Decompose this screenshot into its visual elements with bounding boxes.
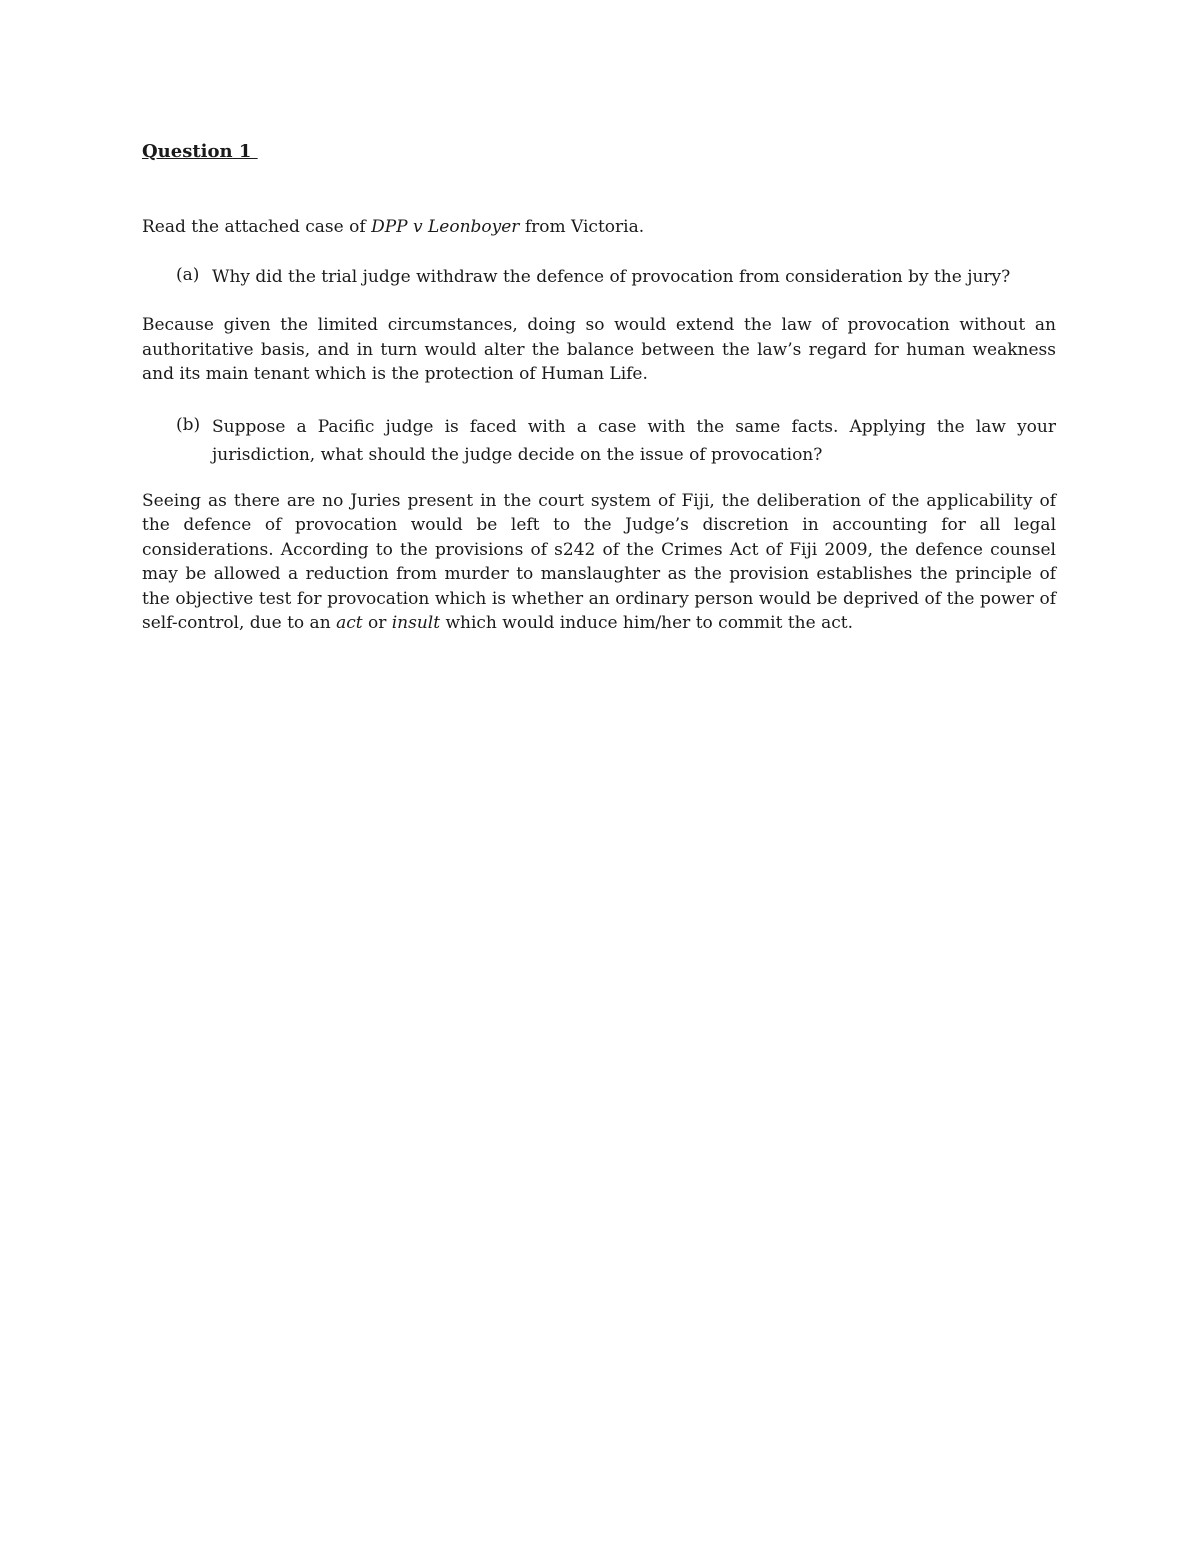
question-heading: Question 1 bbox=[142, 141, 258, 162]
question-a bbox=[176, 263, 1056, 291]
document-page bbox=[142, 140, 1056, 636]
intro-text-before: Read the attached case of bbox=[142, 216, 372, 237]
question-a-text: Why did the trial judge withdraw the defence of provocation from consideration by the jury? bbox=[212, 267, 1011, 287]
answer-b-ending: which would induce him/her to commit the act. bbox=[440, 613, 853, 633]
question-b bbox=[176, 413, 1056, 469]
answer-b-text: Seeing as there are no Juries present in the court system of Fiji, the deliberation of the applicability of the defence of provocation would be left to the Judge’s discretion in accounting for all legal considerations. According to the provisions of s242 of the Crimes Act of Fiji 2009, the defence counsel may be allowed a reduction from murder to manslaughter as the provision establishes the principle of the objective test for provocation which is whether an ordinary person would be deprived of the power of self-control, due to an bbox=[142, 490, 1056, 633]
question-a-marker: (a) bbox=[176, 265, 200, 285]
answer-b-emphasis-insult: insult bbox=[391, 613, 441, 633]
question-b-marker: (b) bbox=[176, 414, 201, 435]
intro-text-after: from Victoria. bbox=[519, 216, 645, 237]
case-name: DPP v Leonboyer bbox=[371, 216, 520, 237]
answer-b-conjunction: or bbox=[362, 613, 392, 633]
question-b-text: Suppose a Pacific judge is faced with a case with the same facts. Applying the law your jurisdiction, what should the judge decide on the issue of provocation? bbox=[212, 416, 1056, 465]
intro-paragraph bbox=[142, 215, 1056, 240]
answer-b-emphasis-act: act bbox=[336, 613, 363, 633]
answer-b-paragraph bbox=[142, 489, 1056, 636]
answer-a-paragraph: Because given the limited circumstances, doing so would extend the law of provocation without an authoritative basis, and in turn would alter the balance between the law’s regard for human weakness and its main tenant which is the protection of Human Life. bbox=[142, 315, 1056, 384]
